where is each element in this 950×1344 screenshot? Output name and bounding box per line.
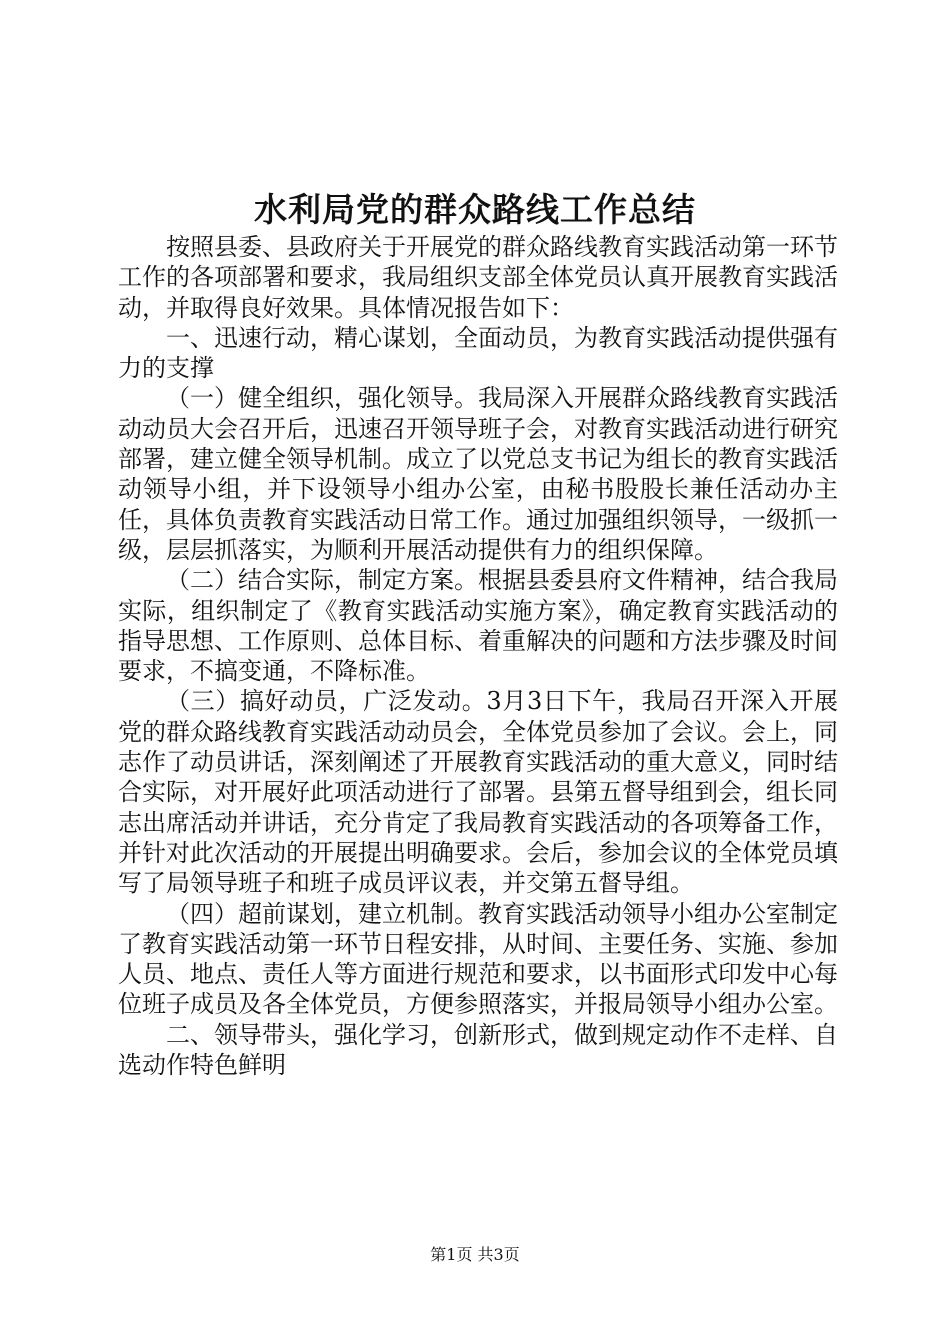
- paragraph-1-2: （二）结合实际，制定方案。根据县委县府文件精神，结合我局实际，组织制定了《教育实践活动实施方案》，确定教育实践活动的指导思想、工作原则、总体目标、着重解决的问题和方法步骤及时间要求，不搞变通，不降标准。: [118, 566, 838, 686]
- section-heading-2: 二、领导带头，强化学习，创新形式，做到规定动作不走样、自选动作特色鲜明: [118, 1020, 838, 1080]
- paragraph-1-4: （四）超前谋划，建立机制。教育实践活动领导小组办公室制定了教育实践活动第一环节日程安排，从时间、主要任务、实施、参加人员、地点、责任人等方面进行规范和要求，以书面形式印发中心每位班子成员及各全体党员，方便参照落实，并报局领导小组办公室。: [118, 899, 838, 1019]
- paragraph-1-3: （三）搞好动员，广泛发动。3月3日下午，我局召开深入开展党的群众路线教育实践活动动员会，全体党员参加了会议。会上，同志作了动员讲话，深刻阐述了开展教育实践活动的重大意义，同时结合实际，对开展好此项活动进行了部署。县第五督导组到会，组长同志出席活动并讲话，充分肯定了我局教育实践活动的各项筹备工作，并针对此次活动的开展提出明确要求。会后，参加会议的全体党员填写了局领导班子和班子成员评议表，并交第五督导组。: [118, 687, 838, 898]
- page-footer: 第1页 共3页: [430, 1245, 520, 1264]
- document-title: 水利局党的群众路线工作总结: [254, 190, 696, 229]
- document-body: [118, 232, 838, 1080]
- paragraph-intro: 按照县委、县政府关于开展党的群众路线教育实践活动第一环节工作的各项部署和要求，我局组织支部全体党员认真开展教育实践活动，并取得良好效果。具体情况报告如下：: [118, 233, 838, 322]
- section-heading-1: 一、迅速行动，精心谋划，全面动员，为教育实践活动提供强有力的支撑: [118, 323, 838, 383]
- paragraph-1-1: （一）健全组织，强化领导。我局深入开展群众路线教育实践活动动员大会召开后，迅速召开领导班子会，对教育实践活动进行研究部署，建立健全领导机制。成立了以党总支书记为组长的教育实践活动领导小组，并下设领导小组办公室，由秘书股股长兼任活动办主任，具体负责教育实践活动日常工作。通过加强组织领导，一级抓一级，层层抓落实，为顺利开展活动提供有力的组织保障。: [118, 384, 838, 564]
